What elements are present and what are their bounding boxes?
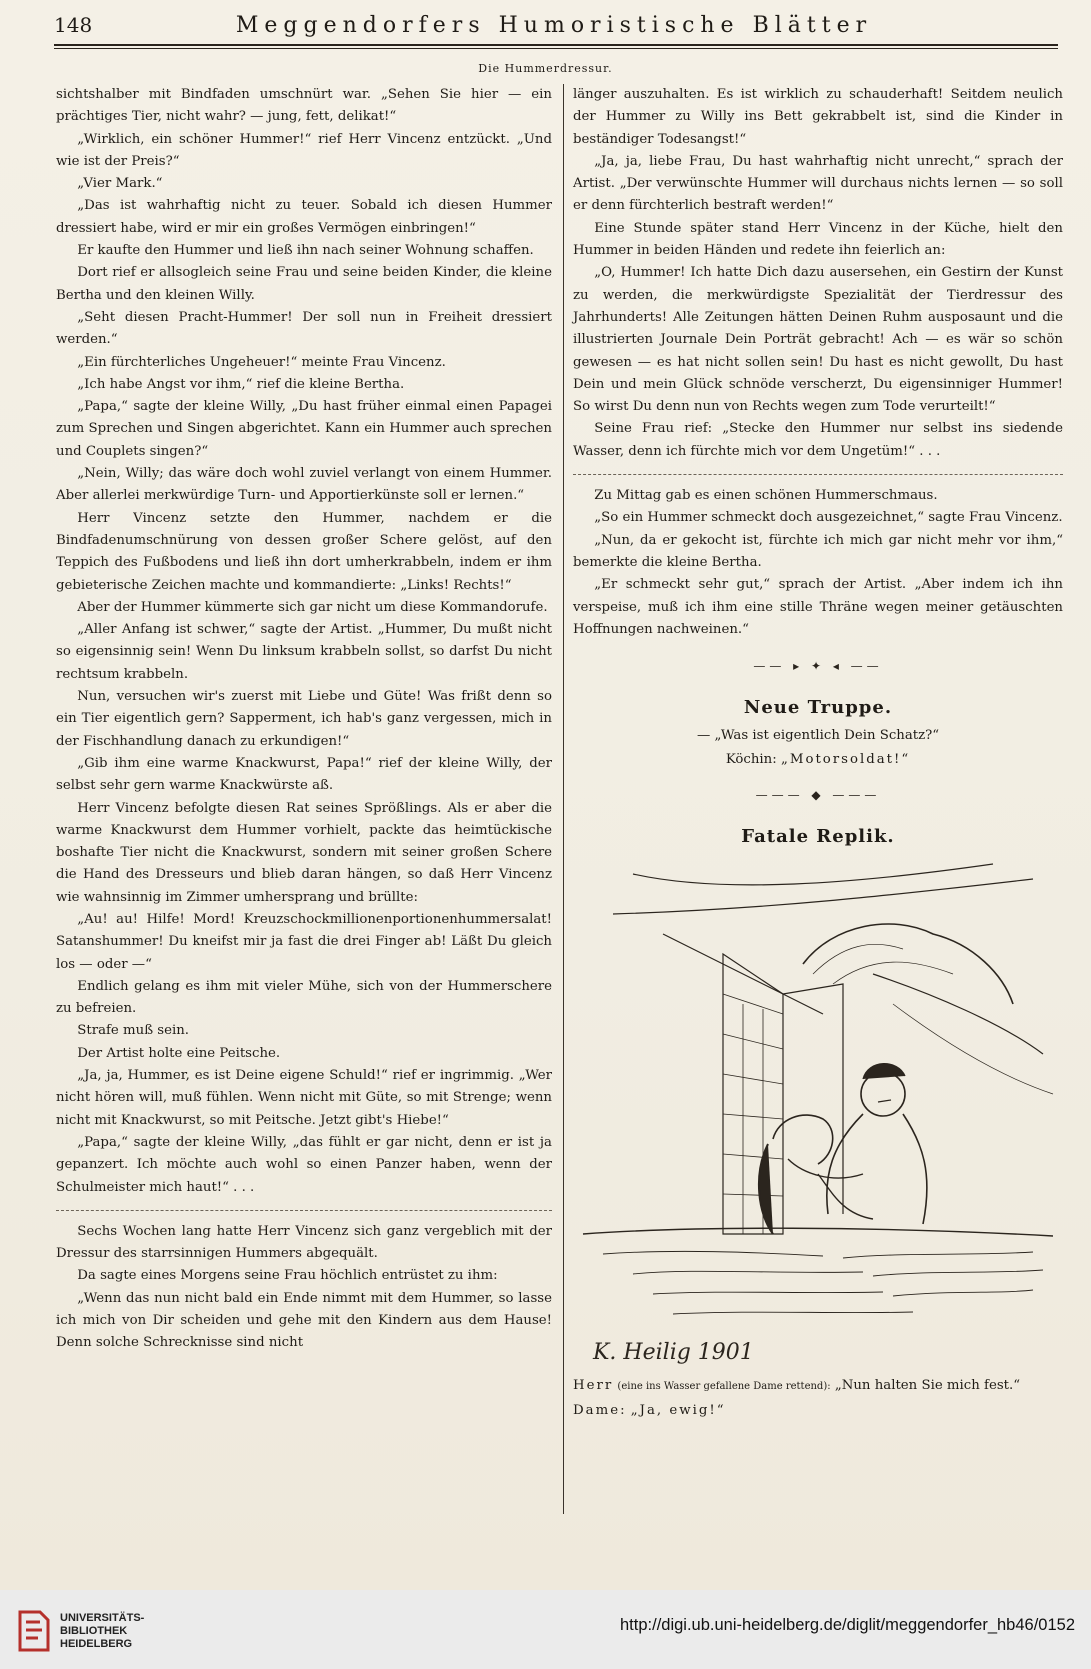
paragraph: Zu Mittag gab es einen schönen Hummerschmaus. — [594, 488, 938, 504]
paragraph: „Ja, ja, Hummer, es ist Deine eigene Schuld!“ rief er ingrimmig. „Wer nicht hören will, muß fühlen. Wenn nicht mit Güte, so mit Strenge; wenn nicht mit Knackwurst, so mit Peitsche. Jetzt gibt's Hiebe!“ — [56, 1068, 552, 1128]
paragraph: „Vier Mark.“ — [77, 176, 163, 192]
library-name-line: UNIVERSITÄTS- — [60, 1612, 145, 1624]
paragraph: „Wirklich, ein schöner Hummer!“ rief Herr Vincenz entzückt. „Und wie ist der Preis?“ — [56, 131, 552, 169]
fatale-replik-title: Fatale Replik. — [741, 826, 895, 848]
library-logo-icon — [14, 1606, 52, 1656]
paragraph: „O, Hummer! Ich hatte Dich dazu ausersehen, ein Gestirn der Kunst zu werden, die merkwürdigste Spezialität der Tierdressur des Jahrhunderts! Alle Zeitungen hätten Deinen Ruhm ausposaunt und die illustrierten Journale Dein Porträt gebracht! Ach — es wär so schön gewesen — es hat nicht sollen sein! Du hast es nicht gewollt, Du hast Dein und mein Glück schnöde verscherzt, Du eigensinniger Hummer! So wirst Du denn nun von Rechts wegen zum Tode verurteilt!“ — [573, 265, 1063, 415]
left-column-text — [56, 84, 552, 1199]
paragraph: „Papa,“ sagte der kleine Willy, „das fühlt er gar nicht, denn er ist ja gepanzert. Ich möchte auch wohl so einen Panzer haben, wenn der Schulmeister mich haut!“ . . . — [56, 1134, 552, 1195]
neue-truppe-title: Neue Truppe. — [743, 697, 893, 719]
paragraph: Nun, versuchen wir's zuerst mit Liebe und Güte! Was frißt denn so ein Tier eigentlich gern? Sapperment, ich hab's ganz vergessen, mich in der Fischhandlung danach zu erkundigen!“ — [56, 689, 552, 749]
neue-truppe-line2 — [573, 750, 1063, 770]
neue-truppe-reply: „Motorsoldat!“ — [780, 751, 911, 767]
section-break — [56, 1210, 552, 1211]
paragraph: „Wenn das nun nicht bald ein Ende nimmt mit dem Hummer, so lasse ich mich von Dir scheiden und gehe mit den Kindern aus dem Hause! Denn solche Schrecknisse sind nicht — [56, 1290, 552, 1351]
ornament-divider-small: ——— ◆ ——— — [755, 787, 881, 802]
ornament-divider: —— ▸ ✦ ◂ —— — [753, 659, 883, 674]
page-number: 148 — [54, 13, 93, 37]
paragraph: „Ein fürchterliches Ungeheuer!“ meinte Frau Vincenz. — [77, 354, 446, 370]
paragraph: „Seht diesen Pracht-Hummer! Der soll nun in Freiheit dressiert werden.“ — [56, 309, 552, 348]
paragraph: „Au! au! Hilfe! Mord! Kreuzschockmillionenportionenhummersalat! Satanshummer! Du kneifst mir ja fast die drei Finger ab! Läßt Du gleich los — oder —“ — [56, 911, 552, 972]
paragraph: „Aller Anfang ist schwer,“ sagte der Artist. „Hummer, Du mußt nicht so eigensinnig sein! Wenn Du linksum krabbeln sollst, so darfst Du nicht rechtsum krabbeln. — [56, 622, 552, 682]
column-divider — [563, 84, 564, 1514]
library-name — [60, 1612, 144, 1651]
right-column-text — [573, 84, 1063, 463]
section-break — [573, 474, 1063, 475]
header-rule-thin — [54, 48, 1058, 49]
caption-line-herr: „Nun halten Sie mich fest.“ — [834, 1378, 1021, 1394]
paragraph: „Papa,“ sagte der kleine Willy, „Du hast früher einmal einen Papagei zum Sprechen und Singen abgerichtet. Kann ein Hummer auch sprechen und Couplets singen?“ — [56, 399, 552, 459]
paragraph: Da sagte eines Morgens seine Frau höchlich entrüstet zu ihm: — [77, 1268, 498, 1284]
story-subheading: Die Hummerdressur. — [478, 62, 613, 75]
paragraph: Endlich gelang es ihm mit vieler Mühe, sich von der Hummerschere zu befreien. — [56, 978, 552, 1017]
paragraph: sichtshalber mit Bindfaden umschnürt war. „Sehen Sie hier — ein prächtiges Tier, nicht wahr? — jung, fett, delikat!“ — [56, 87, 552, 125]
paragraph: „So ein Hummer schmeckt doch ausgezeichnet,“ sagte Frau Vincenz. — [594, 510, 1063, 526]
page-header — [54, 10, 1054, 40]
source-url[interactable]: http://digi.ub.uni-heidelberg.de/diglit/meggendorfer_hb46/0152 — [620, 1616, 1075, 1634]
paragraph: länger auszuhalten. Es ist wirklich zu schauderhaft! Seitdem neulich der Hummer zu Willy ins Bett gekrabbelt ist, sind die Kinder in beständiger Todesangst!“ — [573, 87, 1063, 147]
paragraph: „Nun, da er gekocht ist, fürchte ich mich gar nicht mehr vor ihm,“ bemerkte die kleine Bertha. — [573, 532, 1063, 570]
cartoon-illustration — [573, 854, 1063, 1372]
paragraph: „Das ist wahrhaftig nicht zu teuer. Sobald ich diesen Hummer dressiert habe, wird er mir ein großes Vermögen einbringen!“ — [56, 198, 552, 236]
paragraph: Aber der Hummer kümmerte sich gar nicht um diese Kommandorufe. — [77, 599, 548, 615]
paragraph: Sechs Wochen lang hatte Herr Vincenz sich ganz vergeblich mit der Dressur des starrsinnigen Hummers abgequält. — [56, 1223, 552, 1262]
paragraph: Eine Stunde später stand Herr Vincenz in der Küche, hielt den Hummer in beiden Händen und redete ihn feierlich an: — [573, 220, 1063, 259]
digitization-footer — [0, 1590, 1091, 1669]
right-column — [573, 84, 1063, 1421]
library-name-line: BIBLIOTHEK — [60, 1625, 128, 1637]
paragraph: Der Artist holte eine Peitsche. — [77, 1045, 281, 1061]
paragraph: „Nein, Willy; das wäre doch wohl zuviel verlangt von einem Hummer. Aber allerlei merkwürdige Turn- und Apportierkünste soll er lernen.“ — [56, 466, 552, 504]
caption-line-dame: „Ja, ewig!“ — [630, 1403, 726, 1419]
paragraph: Herr Vincenz setzte den Hummer, nachdem er die Bindfadenumschnürung von dessen großer Schere gelöst, auf den Teppich des Fußbodens und ließ ihn dort umherkrabbeln, indem er ihm gebieterische Zeichen machte und kommandierte: „Links! Rechts!“ — [56, 510, 552, 593]
publication-title: Meggendorfers Humoristische Blätter — [235, 12, 873, 38]
paragraph: „Ja, ja, liebe Frau, Du hast wahrhaftig nicht unrecht,“ sprach der Artist. „Der verwünschte Hummer will durchaus nichts lernen — so soll er denn fürchterlich bestraft werden!“ — [573, 153, 1063, 214]
header-rule — [54, 44, 1058, 46]
paragraph: „Ich habe Angst vor ihm,“ rief die kleine Bertha. — [77, 376, 405, 392]
paragraph: Seine Frau rief: „Stecke den Hummer nur selbst ins siedende Wasser, denn ich fürchte mich vor dem Ungetüm!“ . . . — [573, 421, 1063, 459]
artist-signature: K. Heilig 1901 — [593, 1340, 754, 1366]
paragraph: Herr Vincenz befolgte diesen Rat seines Sprößlings. Als er aber die warme Knackwurst dem Hummer vorhielt, packte das heimtückische boshafte Tier nicht die Knackwurst, sondern mit seiner großen Schere die Hand des Dresseurs und blieb daran hängen, so daß Herr Vincenz wie wahnsinnig im Zimmer umhersprang und brüllte: — [56, 800, 552, 905]
caption-stage-direction: (eine ins Wasser gefallene Dame rettend): — [617, 1381, 831, 1393]
cartoon-caption-dame — [573, 1401, 1063, 1421]
paragraph: Er kaufte den Hummer und ließ ihn nach seiner Wohnung schaffen. — [77, 243, 534, 259]
paragraph: „Er schmeckt sehr gut,“ sprach der Artist. „Aber indem ich ihn verspeise, muß ich ihm eine stille Thräne wegen meiner getäuschten Hoffnungen nachweinen.“ — [573, 577, 1063, 637]
left-column-text-continued — [56, 1221, 552, 1355]
left-column — [56, 84, 552, 1355]
neue-truppe-speaker: Köchin: — [725, 751, 777, 767]
right-column-text-continued — [573, 485, 1063, 641]
cartoon-drawing — [573, 854, 1063, 1372]
neue-truppe-line1: — „Was ist eigentlich Dein Schatz?“ — [696, 727, 940, 743]
paragraph: Strafe muß sein. — [77, 1023, 190, 1039]
cartoon-caption — [573, 1376, 1063, 1397]
caption-speaker-herr: Herr — [573, 1378, 614, 1394]
paragraph: „Gib ihm eine warme Knackwurst, Papa!“ rief der kleine Willy, der selbst sehr gern warme Knackwürste aß. — [56, 755, 552, 794]
library-name-line: HEIDELBERG — [60, 1638, 133, 1650]
paragraph: Dort rief er allsogleich seine Frau und seine beiden Kinder, die kleine Bertha und den kleinen Willy. — [56, 265, 552, 303]
caption-speaker-dame: Dame: — [573, 1403, 627, 1419]
